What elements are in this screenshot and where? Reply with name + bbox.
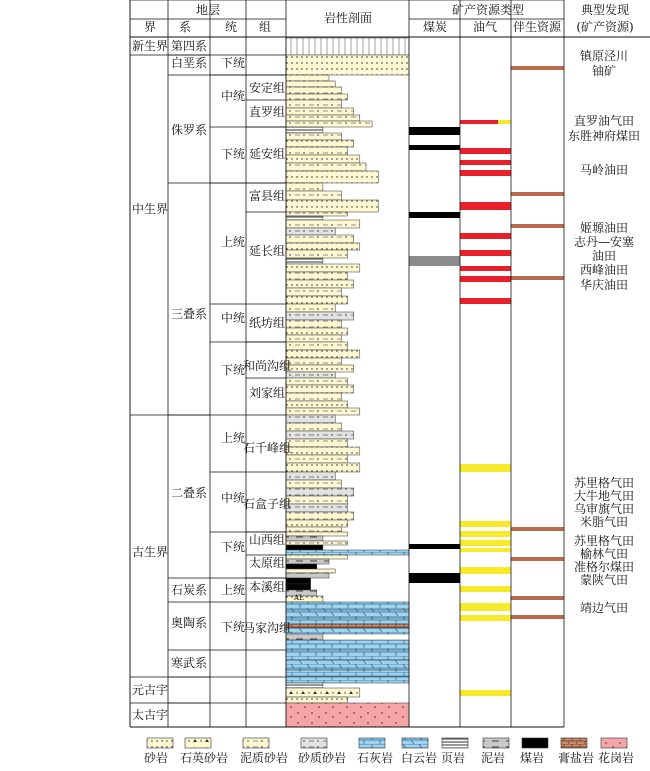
lithology-layer <box>286 212 348 216</box>
system-label: 寒武系 <box>170 656 208 670</box>
legend-label-coal: 煤岩 <box>520 751 545 765</box>
legend-label-sandstone: 砂岩 <box>144 751 169 765</box>
lithology-layer <box>286 520 348 527</box>
lithology-layer <box>286 183 323 191</box>
resource-bar <box>460 276 511 282</box>
lithology-layer <box>286 258 323 264</box>
discovery-label: 苏里格气田 <box>573 534 635 548</box>
resource-bar <box>460 464 511 472</box>
lithology-column <box>286 38 409 727</box>
legend-label-limestone: 石灰岩 <box>357 751 394 765</box>
legend-label-shale: 页岩 <box>441 751 466 765</box>
erathem-label: 新生界 <box>131 39 169 53</box>
legend-label-sandy-mudstone: 砂质砂岩 <box>298 751 347 765</box>
lithology-layer <box>286 532 348 536</box>
resource-bar <box>460 615 511 621</box>
formation-label: 富县组 <box>248 189 286 203</box>
header-resource-type: 矿产资源类型 <box>451 3 525 17</box>
resource-bar <box>460 540 511 546</box>
lithology-layer <box>286 250 348 258</box>
resource-bar <box>511 276 564 280</box>
legend-swatch <box>185 738 211 748</box>
series-label: 下统 <box>220 620 246 634</box>
lithology-layer <box>286 423 341 431</box>
lithology-layer <box>286 564 317 569</box>
legend-label-mudstone: 泥岩 <box>481 751 506 765</box>
legend-swatch <box>301 738 327 748</box>
lithology-layer <box>286 573 329 578</box>
resource-bar <box>460 690 511 696</box>
formation-label: 石盒子组 <box>242 497 292 511</box>
system-label: 第四系 <box>170 39 208 53</box>
legend-label-dolomite: 白云岩 <box>401 751 438 765</box>
lithology-layer <box>286 463 360 472</box>
lithology-layer <box>286 372 335 378</box>
lithology-layer <box>286 569 335 573</box>
lithology-layer <box>286 650 409 660</box>
system-label: 白垩系 <box>170 56 208 70</box>
formation-label: 直罗组 <box>248 105 286 119</box>
header-erathem: 界 <box>143 20 157 34</box>
lithology-layer <box>286 447 360 455</box>
lithology-layer <box>286 584 311 590</box>
lithology-layer <box>286 683 323 688</box>
resource-bar <box>511 615 564 619</box>
lithology-layer <box>286 401 348 408</box>
discovery-label: 马岭油田 <box>579 163 629 177</box>
lithology-layer <box>286 55 409 75</box>
system-label: 侏罗系 <box>170 123 208 137</box>
lithology-layer <box>286 578 311 584</box>
lithology-layer <box>286 504 348 512</box>
discovery-labels <box>568 48 640 615</box>
lithology-layer <box>286 624 409 628</box>
lithology-layer <box>286 235 354 243</box>
series-label: 上统 <box>220 235 246 249</box>
lithology-layer <box>286 75 329 81</box>
series-label: 中统 <box>220 491 246 505</box>
lithology-layer <box>286 385 354 393</box>
formation-label: 延安组 <box>248 147 286 161</box>
formation-label: 延长组 <box>248 244 286 258</box>
legend <box>147 738 627 748</box>
lithology-layer <box>286 342 348 350</box>
header-system: 系 <box>178 20 192 34</box>
series-label: 下统 <box>220 363 246 377</box>
lithology-layer <box>286 408 360 415</box>
lithology-layer <box>286 618 409 624</box>
series-label: 下统 <box>220 147 246 161</box>
lithology-layer <box>286 610 409 618</box>
lithology-layer <box>286 140 354 147</box>
legend-swatch <box>561 738 587 748</box>
resource-bar <box>409 212 460 218</box>
formation-label: 太原组 <box>248 556 286 570</box>
lithology-layer <box>286 304 335 312</box>
resource-bar <box>460 170 511 176</box>
lithology-layer <box>286 87 341 94</box>
lithology-layer <box>286 350 360 358</box>
lithology-layer <box>286 280 354 288</box>
resource-bar <box>460 531 511 537</box>
lithology-layer <box>286 660 409 670</box>
resource-bars <box>409 66 564 696</box>
lithology-layer <box>286 264 360 272</box>
resource-bar <box>460 266 511 271</box>
lithology-layer <box>286 703 409 727</box>
system-labels <box>171 39 207 670</box>
lithology-layer <box>286 115 360 121</box>
lithology-layer <box>286 320 341 328</box>
resource-bar <box>511 66 564 70</box>
lithology-layer <box>286 155 360 163</box>
lithology-layer <box>286 536 323 541</box>
lithology-layer <box>286 288 341 296</box>
formation-label: 本溪组 <box>248 580 286 594</box>
erathem-label: 中生界 <box>131 202 169 216</box>
erathem-label: 古生界 <box>131 545 169 559</box>
resource-bar <box>460 148 511 154</box>
resource-bar <box>460 548 511 552</box>
resource-bar <box>409 573 460 583</box>
resource-bar <box>460 298 511 304</box>
header-discovery-sub: (矿产资源) <box>576 20 634 34</box>
lithology-layer <box>286 670 409 677</box>
resource-bar <box>511 596 564 600</box>
legend-swatch <box>601 738 627 748</box>
system-label: 三叠系 <box>170 307 208 321</box>
formation-label: 马家沟组 <box>242 621 292 635</box>
discovery-label: 油田 <box>591 249 617 263</box>
header-associated: 伴生资源 <box>512 20 562 34</box>
lithology-layer <box>286 688 360 697</box>
header-lithology: 岩性剖面 <box>323 11 373 25</box>
lithology-layer <box>286 697 348 703</box>
resource-bar <box>409 544 460 549</box>
lithology-layer <box>286 335 341 342</box>
legend-label-quartz-sandstone: 石英砂岩 <box>180 751 229 765</box>
resource-bar <box>460 160 511 165</box>
series-label: 下统 <box>220 56 246 70</box>
lithology-layer <box>286 596 323 602</box>
lithology-layer <box>286 81 335 87</box>
discovery-label: 乌审旗气田 <box>573 502 635 516</box>
discovery-label: 直罗油气田 <box>573 114 635 128</box>
discovery-label: 蒙陕气田 <box>579 573 629 587</box>
legend-swatch <box>243 738 269 748</box>
lithology-layer <box>286 358 341 365</box>
lithology-layer <box>286 312 354 320</box>
erathem-label: 元古宇 <box>131 683 169 697</box>
legend-swatch <box>359 738 385 748</box>
formation-label: 石千峰组 <box>242 441 292 455</box>
lithology-layer <box>286 296 348 304</box>
resource-bar <box>409 145 460 150</box>
legend-swatch <box>483 738 509 748</box>
discovery-label: 镇原泾川 <box>579 49 629 63</box>
discovery-label: 西峰油田 <box>579 263 629 277</box>
resource-bar <box>460 586 511 592</box>
al-label: AL <box>294 594 304 602</box>
formation-label: 山西组 <box>248 533 286 547</box>
lithology-layer <box>286 108 354 115</box>
table-header <box>144 2 634 34</box>
lithology-layer <box>286 94 348 100</box>
resource-bar <box>460 521 511 527</box>
legend-swatch <box>442 738 468 748</box>
resource-bar <box>460 233 511 239</box>
legend-swatch <box>402 738 428 748</box>
lithology-layer <box>286 127 323 133</box>
discovery-label: 姬塬油田 <box>579 221 629 235</box>
legend-label-gypsum: 膏盐岩 <box>558 751 595 765</box>
lithology-layer <box>286 512 354 520</box>
lithology-layer <box>286 191 341 200</box>
series-label: 下统 <box>220 540 246 554</box>
legend-swatch <box>147 738 173 748</box>
system-label: 二叠系 <box>170 486 208 500</box>
series-label: 中统 <box>220 311 246 325</box>
lithology-layer <box>286 147 348 155</box>
lithology-layer <box>286 677 409 683</box>
lithology-layer <box>286 272 348 280</box>
lithology-layer <box>286 171 378 183</box>
lithology-layer <box>286 545 323 550</box>
lithology-layer <box>286 480 341 488</box>
resource-bar <box>498 120 511 124</box>
discovery-label: 铀矿 <box>591 64 617 78</box>
discovery-label: 米脂气田 <box>579 515 629 529</box>
header-strata: 地层 <box>195 3 221 17</box>
lithology-layer <box>286 541 348 545</box>
resource-bar <box>511 557 564 561</box>
series-label: 上统 <box>220 431 246 445</box>
lithology-layer <box>286 640 409 650</box>
header-discovery: 典型发现 <box>580 3 630 17</box>
resource-bar <box>460 567 511 574</box>
formation-label: 刘家组 <box>248 386 286 400</box>
lithology-layer <box>286 634 323 640</box>
resource-bar <box>460 603 511 611</box>
lithology-layer <box>286 200 378 212</box>
formation-label: 和尚沟组 <box>242 359 292 373</box>
lithology-layer <box>286 415 335 423</box>
resource-bar <box>409 127 460 135</box>
lithology-layer <box>286 243 360 250</box>
lithology-layer <box>286 378 348 385</box>
lithology-layer <box>286 472 335 480</box>
lithology-layer <box>286 216 323 220</box>
formation-label: 安定组 <box>248 81 286 95</box>
series-label: 中统 <box>220 89 246 103</box>
lithology-layer <box>286 365 354 372</box>
legend-label-granite: 花岗岩 <box>598 751 635 765</box>
series-labels <box>221 55 245 634</box>
resource-bar <box>409 256 460 266</box>
discovery-label: 华庆油田 <box>579 278 629 292</box>
lithology-layer <box>286 555 348 559</box>
discovery-label: 靖边气田 <box>579 601 629 615</box>
discovery-label: 志丹—安塞 <box>573 235 635 249</box>
discovery-label: 东胜神府煤田 <box>567 129 641 143</box>
lithology-layer <box>286 628 409 634</box>
header-oil-gas: 油气 <box>472 20 498 34</box>
header-coal: 煤炭 <box>422 20 448 34</box>
header-series: 统 <box>224 20 238 34</box>
lithology-layer <box>286 228 335 235</box>
lithology-layer <box>286 163 366 171</box>
resource-bar <box>511 192 564 196</box>
lithology-layer <box>286 488 354 496</box>
legend-label-argillaceous-sandstone: 泥质砂岩 <box>240 751 289 765</box>
discovery-label: 苏里格气田 <box>573 476 635 490</box>
lithology-layer <box>286 439 348 447</box>
lithology-layer <box>286 431 354 439</box>
discovery-label: 榆林气田 <box>579 547 629 561</box>
lithology-layer <box>286 328 348 335</box>
formation-label: 纸坊组 <box>248 316 286 330</box>
legend-swatch <box>522 738 548 748</box>
resource-bar <box>460 250 511 256</box>
lithology-layer <box>286 602 409 610</box>
lithology-layer <box>286 100 341 108</box>
lithology-layer <box>286 220 360 228</box>
discovery-label: 准格尔煤田 <box>573 560 635 574</box>
discovery-label: 大牛地气田 <box>573 489 635 503</box>
erathem-labels <box>132 38 168 722</box>
resource-bar <box>511 224 564 228</box>
lithology-layer <box>286 550 409 555</box>
lithology-layer <box>286 559 329 564</box>
lithology-layer <box>286 455 348 463</box>
lithology-layer <box>286 121 372 127</box>
resource-bar <box>511 527 564 531</box>
erathem-label: 太古宇 <box>131 708 169 722</box>
lithology-layer <box>286 38 409 55</box>
resource-bar <box>460 202 511 210</box>
lithology-layer <box>286 133 341 140</box>
system-label: 奥陶系 <box>170 616 208 630</box>
series-label: 上统 <box>220 583 246 597</box>
system-label: 石炭系 <box>170 583 208 597</box>
lithology-layer <box>286 527 341 532</box>
header-formation: 组 <box>258 20 272 34</box>
lithology-layer <box>286 393 341 401</box>
lithology-layer <box>286 496 348 504</box>
